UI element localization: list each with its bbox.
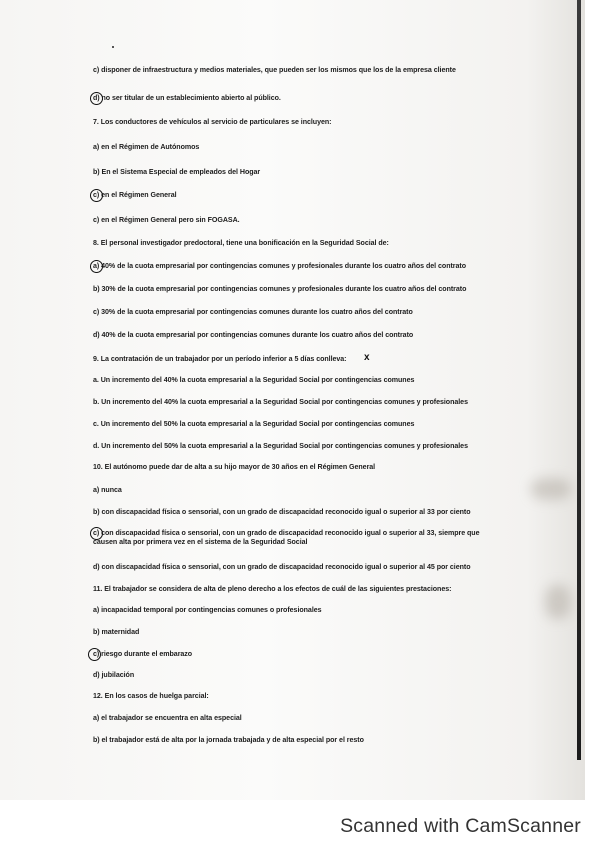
page-edge-shadow <box>577 0 581 760</box>
question-line: 8. El personal investigador predoctoral, tiene una bonificación en la Seguridad Social de: <box>93 239 389 247</box>
answer-circle <box>90 189 103 202</box>
answer-circle <box>88 648 101 661</box>
speck <box>112 46 114 48</box>
option-line: b) con discapacidad física o sensorial, con un grado de discapacidad reconocido igual o superior al 33 por ciento <box>93 508 471 516</box>
question-line: 11. El trabajador se considera de alta de pleno derecho a los efectos de cuál de las siguientes prestaciones: <box>93 585 452 593</box>
option-line: b) En el Sistema Especial de empleados del Hogar <box>93 168 261 176</box>
answer-circle <box>90 260 103 273</box>
option-line: a) el trabajador se encuentra en alta especial <box>93 714 242 722</box>
option-line: d) con discapacidad física o sensorial, con un grado de discapacidad reconocido igual o superior al 45 por ciento <box>93 563 471 571</box>
scanner-watermark: Scanned with CamScanner <box>340 815 581 837</box>
question-line: 12. En los casos de huelga parcial: <box>93 692 209 700</box>
answer-circle <box>90 527 103 540</box>
option-line: c) en el Régimen General <box>93 191 177 199</box>
cross-mark: x <box>364 352 370 363</box>
option-line: c) 30% de la cuota empresarial por contingencias comunes durante los cuatro años del contrato <box>93 308 413 316</box>
option-line: b) maternidad <box>93 628 140 636</box>
answer-circle <box>90 92 103 105</box>
option-line: b) el trabajador está de alta por la jornada trabajada y de alta especial por el resto <box>93 736 364 744</box>
option-line: c) disponer de infraestructura y medios materiales, que pueden ser los mismos que los de la empresa cliente <box>93 66 456 74</box>
finger-shadow <box>545 585 571 619</box>
option-line: a) incapacidad temporal por contingencias comunes o profesionales <box>93 606 322 614</box>
option-line: c. Un incremento del 50% la cuota empresarial a la Seguridad Social por contingencias comunes <box>93 420 415 428</box>
option-line: a) nunca <box>93 486 122 494</box>
option-line: c) riesgo durante el embarazo <box>93 650 193 658</box>
option-line: a) en el Régimen de Autónomos <box>93 143 200 151</box>
option-line: b) 30% de la cuota empresarial por contingencias comunes y profesionales durante los cuatro años del contrato <box>93 285 467 293</box>
option-line: b. Un incremento del 40% la cuota empresarial a la Seguridad Social por contingencias comunes y profesionales <box>93 398 468 406</box>
option-line: d) jubilación <box>93 671 135 679</box>
option-line: a) 40% de la cuota empresarial por contingencias comunes y profesionales durante los cuatro años del contrato <box>93 262 466 270</box>
option-line: d. Un incremento del 50% la cuota empresarial a la Seguridad Social por contingencias comunes y profesionales <box>93 442 468 450</box>
option-line: d) no ser titular de un establecimiento abierto al público. <box>93 94 281 102</box>
question-line: 10. El autónomo puede dar de alta a su hijo mayor de 30 años en el Régimen General <box>93 463 376 471</box>
question-line: 7. Los conductores de vehículos al servicio de particulares se incluyen: <box>93 118 332 126</box>
option-line: a. Un incremento del 40% la cuota empresarial a la Seguridad Social por contingencias comunes <box>93 376 415 384</box>
finger-shadow <box>531 478 571 500</box>
question-line: 9. La contratación de un trabajador por un período inferior a 5 días conlleva: <box>93 355 347 363</box>
option-line: d) 40% de la cuota empresarial por contingencias comunes durante los cuatro años del contrato <box>93 331 414 339</box>
option-line: c) en el Régimen General pero sin FOGASA. <box>93 216 240 224</box>
option-line: c) con discapacidad física o sensorial, con un grado de discapacidad reconocido igual o superior al 33, siempre que causen alta por primera vez en el sistema de la Seguridad Social <box>93 529 480 546</box>
